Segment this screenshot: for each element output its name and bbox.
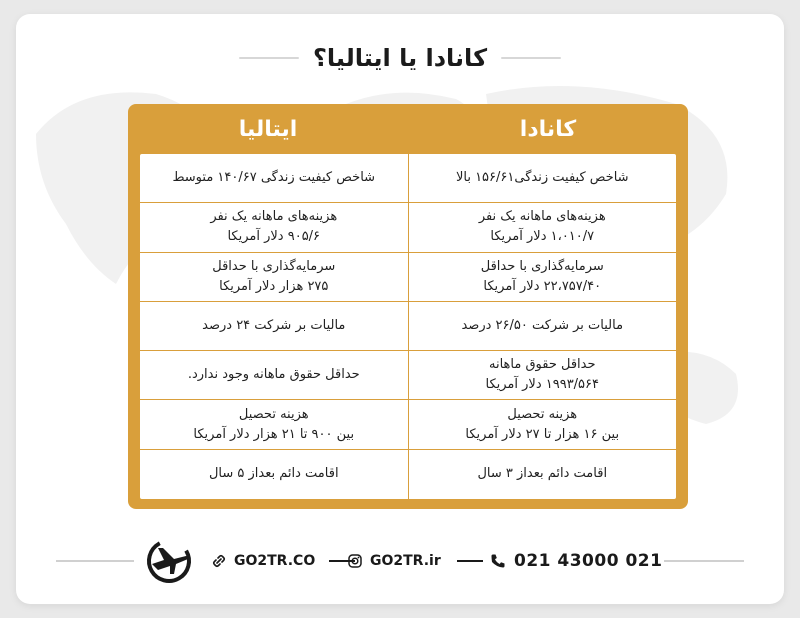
cell-text: ۱،۰۱۰/۷ دلار آمریکا — [490, 229, 595, 245]
header-italy: ایتالیا — [238, 116, 298, 142]
footer-divider-left — [56, 560, 134, 562]
cell-text: اقامت دائم بعداز ۳ سال — [477, 466, 608, 482]
title-divider-right — [501, 57, 561, 59]
cell-text: مالیات بر شرکت ۲۶/۵۰ درصد — [461, 318, 624, 334]
cell-text: شاخص کیفیت زندگی ۱۴۰/۶۷ متوسط — [172, 170, 376, 186]
footer-dash — [457, 560, 483, 562]
italy-cell — [140, 351, 408, 399]
table-row — [140, 302, 676, 351]
cell-text: سرمایه‌گذاری با حداقل — [212, 258, 336, 274]
airplane-logo — [144, 536, 194, 586]
table-row — [140, 154, 676, 203]
infographic-card — [16, 14, 784, 604]
instagram-contact[interactable] — [348, 548, 483, 574]
canada-cell — [408, 253, 677, 301]
cell-text: بین ۹۰۰ تا ۲۱ هزار دلار آمریکا — [193, 426, 355, 442]
cell-text: اقامت دائم بعداز ۵ سال — [208, 466, 339, 482]
italy-cell — [140, 203, 408, 251]
phone-text: 021 43000 021 — [514, 551, 663, 571]
cell-text: هزینه‌های ماهانه یک نفر — [478, 209, 606, 225]
page-title: کانادا یا ایتالیا؟ — [312, 44, 488, 72]
cell-text: مالیات بر شرکت ۲۴ درصد — [202, 318, 346, 334]
website-text: GO2TR.CO — [234, 553, 316, 569]
table-row — [140, 450, 676, 499]
cell-text: هزینه تحصیل — [238, 406, 309, 422]
title-divider-left — [239, 57, 299, 59]
table-row — [140, 400, 676, 449]
table-row — [140, 253, 676, 302]
website-contact[interactable] — [212, 548, 355, 574]
cell-text: هزینه تحصیل — [507, 406, 578, 422]
footer — [16, 526, 784, 586]
table-row — [140, 351, 676, 400]
canada-cell — [408, 351, 677, 399]
phone-contact[interactable] — [490, 548, 662, 574]
italy-cell — [140, 253, 408, 301]
cell-text: هزینه‌های ماهانه یک نفر — [210, 209, 338, 225]
comparison-table — [128, 104, 688, 509]
italy-cell — [140, 450, 408, 499]
table-header — [128, 104, 688, 154]
cell-text: ۹۰۵/۶ دلار آمریکا — [227, 229, 321, 245]
cell-text: حداقل حقوق ماهانه — [488, 357, 596, 373]
canada-cell — [408, 203, 677, 251]
canada-cell — [408, 154, 677, 202]
cell-text: بین ۱۶ هزار تا ۲۷ دلار آمریکا — [465, 426, 620, 442]
cell-text: ۱۹۹۳/۵۶۴ دلار آمریکا — [485, 377, 600, 393]
canada-cell — [408, 400, 677, 448]
table-body — [140, 154, 676, 499]
canada-cell — [408, 450, 677, 499]
footer-divider-right — [664, 560, 744, 562]
italy-cell — [140, 302, 408, 350]
title-row — [16, 38, 784, 78]
phone-icon — [490, 553, 506, 569]
table-row — [140, 203, 676, 252]
cell-text: ۲۷۵ هزار دلار آمریکا — [219, 278, 329, 294]
cell-text: حداقل حقوق ماهانه وجود ندارد. — [187, 367, 360, 383]
link-icon — [212, 554, 226, 568]
instagram-text: GO2TR.ir — [370, 553, 441, 569]
header-canada: کانادا — [519, 116, 577, 142]
instagram-icon — [348, 554, 362, 568]
italy-cell — [140, 400, 408, 448]
italy-cell — [140, 154, 408, 202]
canada-cell — [408, 302, 677, 350]
cell-text: شاخص کیفیت زندگی۱۵۶/۶۱ بالا — [455, 170, 629, 186]
cell-text: سرمایه‌گذاری با حداقل — [480, 258, 604, 274]
cell-text: ۲۲،۷۵۷/۴۰ دلار آمریکا — [483, 278, 602, 294]
